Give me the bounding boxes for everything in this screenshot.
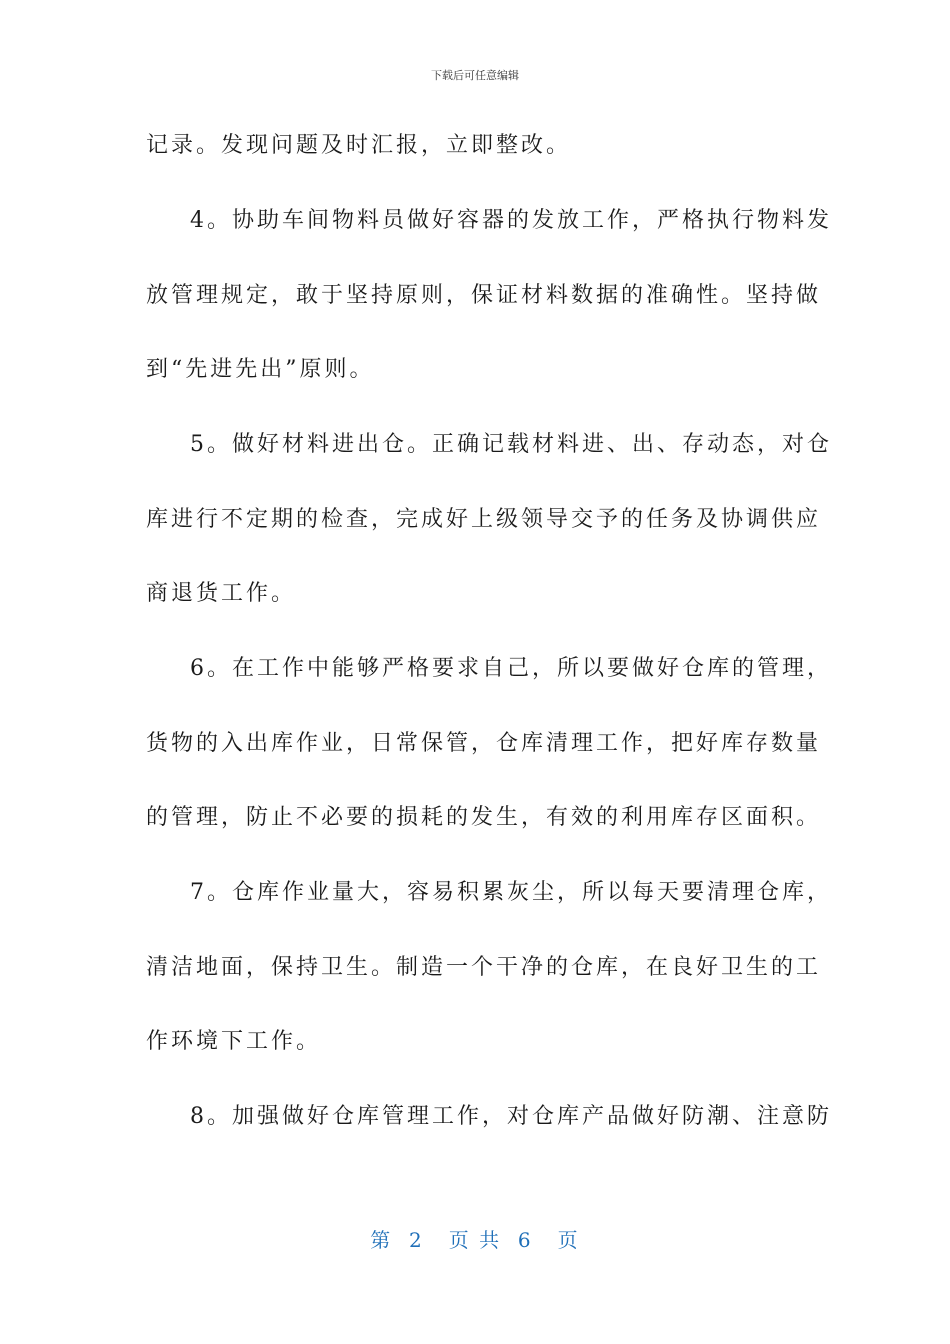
body-line-13: 作环境下工作。 bbox=[146, 1029, 322, 1054]
body-line-12: 清洁地面，保持卫生。制造一个干净的仓库，在良好卫生的工 bbox=[146, 955, 822, 980]
body-line-6: 库进行不定期的检查，完成好上级领导交予的任务及协调供应 bbox=[146, 507, 822, 532]
body-line-3: 放管理规定，敢于坚持原则，保证材料数据的准确性。坚持做 bbox=[146, 283, 822, 308]
body-line-2: 4。协助车间物料员做好容器的发放工作，严格执行物料发 bbox=[190, 208, 832, 233]
page-header-note: 下载后可任意编辑 bbox=[431, 69, 519, 82]
body-line-7: 商退货工作。 bbox=[146, 581, 297, 606]
body-line-10: 的管理，防止不必要的损耗的发生，有效的利用库存区面积。 bbox=[146, 805, 822, 830]
page-number-footer: 第 2 页 共 6 页 bbox=[370, 1228, 580, 1252]
body-line-4: 到“先进先出”原则。 bbox=[146, 357, 375, 382]
body-line-5: 5。做好材料进出仓。正确记载材料进、出、存动态，对仓 bbox=[190, 432, 832, 457]
body-line-1: 记录。发现问题及时汇报，立即整改。 bbox=[146, 133, 572, 158]
body-line-9: 货物的入出库作业，日常保管，仓库清理工作，把好库存数量 bbox=[146, 731, 822, 756]
body-line-8: 6。在工作中能够严格要求自己，所以要做好仓库的管理， bbox=[190, 656, 832, 681]
body-line-11: 7。仓库作业量大，容易积累灰尘，所以每天要清理仓库， bbox=[190, 880, 832, 905]
body-line-14: 8。加强做好仓库管理工作，对仓库产品做好防潮、注意防 bbox=[190, 1104, 832, 1129]
